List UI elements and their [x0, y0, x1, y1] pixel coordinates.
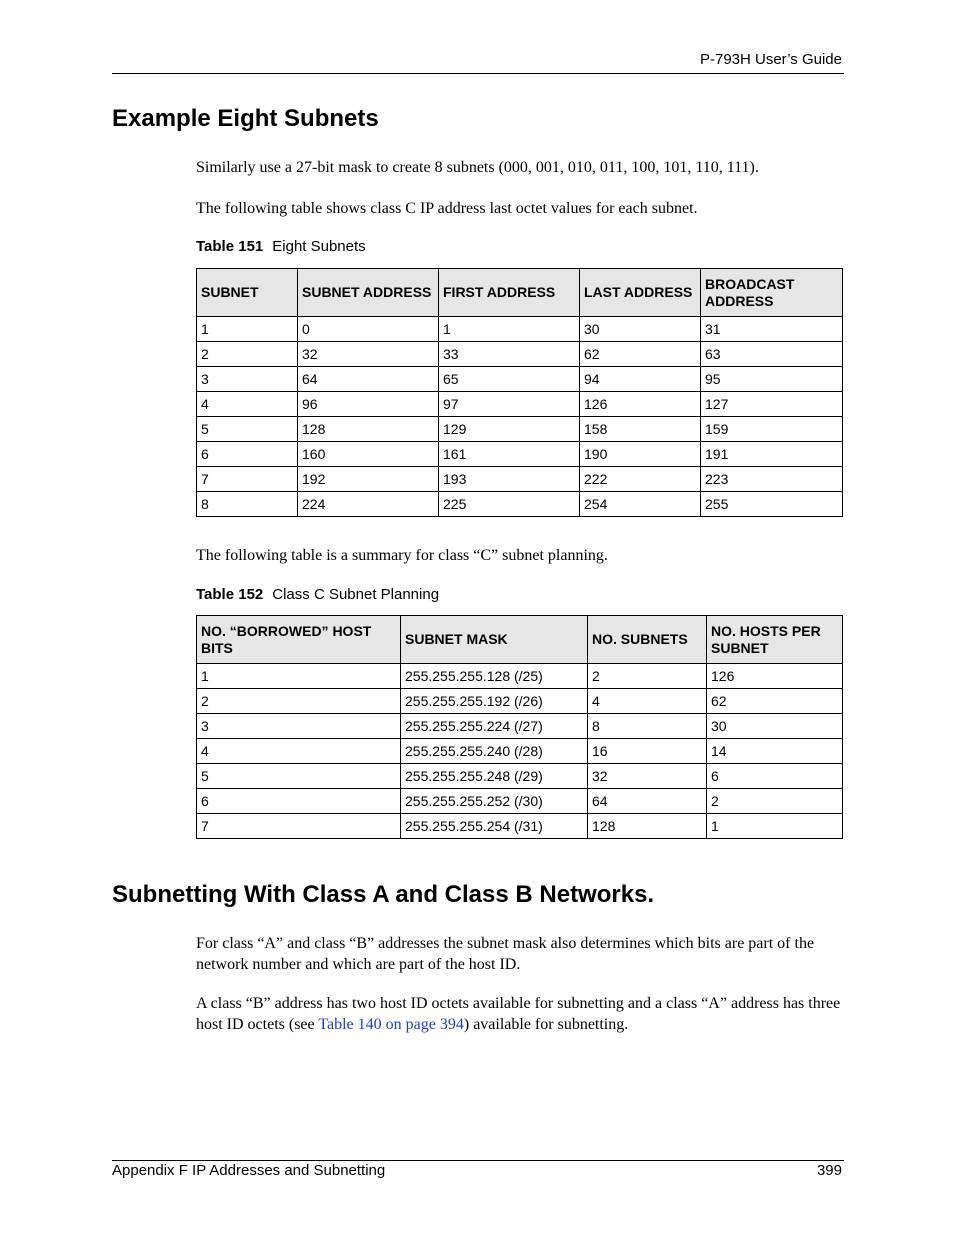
table-151-caption — [196, 238, 366, 255]
table-row — [197, 689, 843, 714]
table-cell: 3 — [197, 714, 401, 739]
table-cell: 4 — [197, 392, 298, 417]
table-cell: 225 — [439, 492, 580, 517]
table-cell: 255.255.255.248 (/29) — [401, 764, 588, 789]
column-header: NO. HOSTS PER SUBNET — [707, 616, 843, 664]
table-cell: 4 — [197, 739, 401, 764]
table-cell: 95 — [701, 367, 843, 392]
table-row — [197, 442, 843, 467]
table-row — [197, 764, 843, 789]
table-cell: 1 — [197, 317, 298, 342]
table-cell: 193 — [439, 467, 580, 492]
table-cell: 128 — [588, 814, 707, 839]
table-cell: 255.255.255.240 (/28) — [401, 739, 588, 764]
table-cell: 161 — [439, 442, 580, 467]
table-cell: 7 — [197, 814, 401, 839]
table-cell: 62 — [707, 689, 843, 714]
table-cell: 192 — [298, 467, 439, 492]
header-divider — [112, 73, 844, 74]
table-cell: 126 — [707, 664, 843, 689]
column-header: NO. SUBNETS — [588, 616, 707, 664]
table-cell: 126 — [580, 392, 701, 417]
table-cell: 159 — [701, 417, 843, 442]
table-cell: 14 — [707, 739, 843, 764]
table-cell: 97 — [439, 392, 580, 417]
table-row — [197, 739, 843, 764]
paragraph-table-intro: The following table shows class C IP address last octet values for each subnet. — [196, 200, 698, 217]
table-row — [197, 392, 843, 417]
table-cell: 16 — [588, 739, 707, 764]
table-cell: 4 — [588, 689, 707, 714]
heading-example-eight-subnets: Example Eight Subnets — [112, 105, 379, 132]
column-header: SUBNET — [197, 269, 298, 317]
table-cell: 63 — [701, 342, 843, 367]
table-cell: 222 — [580, 467, 701, 492]
table-cell: 7 — [197, 467, 298, 492]
table-cell: 254 — [580, 492, 701, 517]
paragraph-class-c-summary: The following table is a summary for class “C” subnet planning. — [196, 547, 608, 564]
paragraph-27-bit-mask: Similarly use a 27-bit mask to create 8 subnets (000, 001, 010, 011, 100, 101, 110, 111). — [196, 159, 759, 176]
table-class-c-subnet-planning — [196, 615, 843, 839]
paragraph-text-before-link: A class “B” address has two host ID octets available for subnetting and a class “A” address has three host ID octets (see — [196, 995, 841, 1033]
table-row — [197, 789, 843, 814]
table-cell: 1 — [439, 317, 580, 342]
table-cell: 129 — [439, 417, 580, 442]
table-row — [197, 492, 843, 517]
table-cell: 2 — [197, 689, 401, 714]
paragraph-text-after-link: ) available for subnetting. — [463, 1016, 629, 1033]
table-cell: 96 — [298, 392, 439, 417]
table-152-title: Class C Subnet Planning — [272, 586, 440, 603]
table-cell: 5 — [197, 417, 298, 442]
column-header: LAST ADDRESS — [580, 269, 701, 317]
table-cell: 32 — [298, 342, 439, 367]
column-header: FIRST ADDRESS — [439, 269, 580, 317]
table-cell: 127 — [701, 392, 843, 417]
table-cell: 6 — [197, 789, 401, 814]
table-cell: 64 — [298, 367, 439, 392]
table-cell: 158 — [580, 417, 701, 442]
table-cell: 160 — [298, 442, 439, 467]
table-140-cross-reference-link[interactable]: Table 140 on page 394 — [318, 1016, 464, 1033]
table-cell: 62 — [580, 342, 701, 367]
column-header: NO. “BORROWED” HOST BITS — [197, 616, 401, 664]
table-cell: 30 — [707, 714, 843, 739]
table-cell: 1 — [197, 664, 401, 689]
table-cell: 2 — [588, 664, 707, 689]
footer-appendix-title: Appendix F IP Addresses and Subnetting — [112, 1162, 386, 1179]
table-row — [197, 664, 843, 689]
table-row — [197, 342, 843, 367]
table-cell: 32 — [588, 764, 707, 789]
table-cell: 64 — [588, 789, 707, 814]
table-cell: 223 — [701, 467, 843, 492]
table-cell: 8 — [197, 492, 298, 517]
heading-subnetting-class-a-b: Subnetting With Class A and Class B Networks. — [112, 881, 655, 908]
column-header: SUBNET ADDRESS — [298, 269, 439, 317]
table-cell: 8 — [588, 714, 707, 739]
table-cell: 224 — [298, 492, 439, 517]
table-cell: 2 — [197, 342, 298, 367]
table-cell: 255.255.255.128 (/25) — [401, 664, 588, 689]
table-row — [197, 367, 843, 392]
table-row — [197, 714, 843, 739]
table-cell: 30 — [580, 317, 701, 342]
table-cell: 190 — [580, 442, 701, 467]
table-cell: 2 — [707, 789, 843, 814]
table-eight-subnets — [196, 268, 843, 517]
table-cell: 33 — [439, 342, 580, 367]
paragraph-class-a-b-mask: For class “A” and class “B” addresses the subnet mask also determines which bits are part of the network number and which are part of the host ID. — [196, 935, 815, 973]
table-cell: 0 — [298, 317, 439, 342]
table-row — [197, 317, 843, 342]
column-header: BROADCAST ADDRESS — [701, 269, 843, 317]
table-row — [197, 467, 843, 492]
table-header-row — [197, 269, 843, 317]
table-cell: 255.255.255.254 (/31) — [401, 814, 588, 839]
footer-divider — [112, 1160, 844, 1161]
table-cell: 31 — [701, 317, 843, 342]
table-row — [197, 417, 843, 442]
column-header: SUBNET MASK — [401, 616, 588, 664]
table-cell: 191 — [701, 442, 843, 467]
table-cell: 255 — [701, 492, 843, 517]
page-number: 399 — [816, 1162, 842, 1179]
table-cell: 255.255.255.224 (/27) — [401, 714, 588, 739]
table-cell: 94 — [580, 367, 701, 392]
table-cell: 65 — [439, 367, 580, 392]
table-cell: 3 — [197, 367, 298, 392]
table-151-number: Table 151 — [196, 238, 264, 255]
table-cell: 128 — [298, 417, 439, 442]
table-cell: 1 — [707, 814, 843, 839]
running-header-title: P-793H User’s Guide — [699, 51, 842, 68]
table-cell: 6 — [707, 764, 843, 789]
table-cell: 6 — [197, 442, 298, 467]
table-cell: 255.255.255.252 (/30) — [401, 789, 588, 814]
table-152-number: Table 152 — [196, 586, 264, 603]
table-header-row — [197, 616, 843, 664]
table-cell: 255.255.255.192 (/26) — [401, 689, 588, 714]
table-row — [197, 814, 843, 839]
table-cell: 5 — [197, 764, 401, 789]
table-151-title: Eight Subnets — [272, 238, 366, 255]
table-152-caption — [196, 586, 439, 603]
paragraph-host-id-octets — [196, 993, 844, 1035]
